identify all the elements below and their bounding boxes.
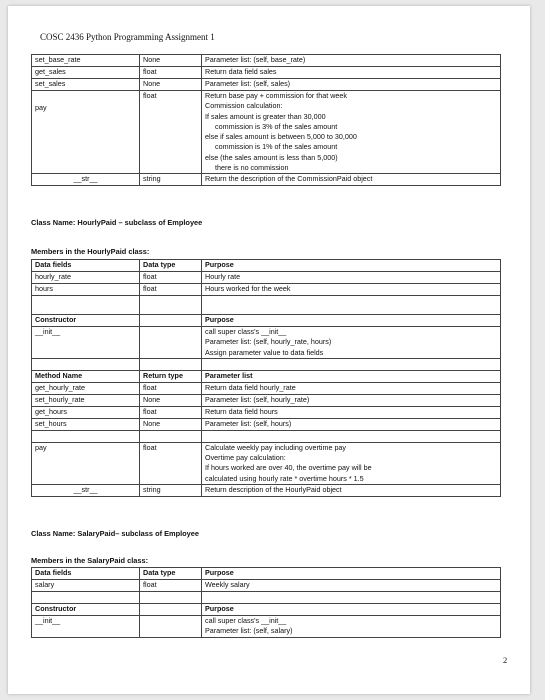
purpose-line: else (the sales amount is less than 5,000) [205,152,338,162]
table-row [32,382,501,394]
field-purpose: Hourly rate [202,272,501,284]
method-name: pay [32,91,140,174]
method-name: set_sales [32,79,140,91]
table-header-row [32,568,501,580]
table-row [32,91,501,174]
purpose: Return the description of the CommissionPaid object [202,174,501,186]
spacer-row [32,430,501,442]
method-name: set_hourly_rate [32,394,140,406]
constructor-name: __init__ [32,616,140,638]
table-header-row [32,260,501,272]
field-name: hourly_rate [32,272,140,284]
table-row [32,406,501,418]
purpose-line: Return base pay + commission for that week [205,91,348,100]
table-row [32,327,501,359]
purpose-line: commission is 3% of the sales amount [215,121,338,131]
purpose-line: If hours worked are over 40, the overtime pay will be [205,463,372,473]
hourly-class-title: Class Name: HourlyPaid – subclass of Employee [31,218,203,227]
return-type: float [140,406,202,418]
return-type: string [140,485,202,497]
purpose: Return data field hourly_rate [202,382,501,394]
column-header: Purpose [202,604,501,616]
method-name: __str__ [32,174,140,186]
table-row [32,418,501,430]
table-row [32,442,501,484]
purpose: Parameter list: (self, hours) [202,418,501,430]
purpose: Parameter list: (self, hourly_rate) [202,394,501,406]
table-header-row [32,370,501,382]
return-type: float [140,67,202,79]
table-row [32,79,501,91]
purpose: Return data field sales [202,67,501,79]
table-row [32,394,501,406]
purpose-line: call super class's __init__ [205,616,287,625]
commission-methods-block [31,54,500,186]
spacer-row [32,358,501,370]
purpose [202,442,501,484]
table-header-row [32,315,501,327]
purpose-line: commission is 1% of the sales amount [215,142,338,152]
return-type: float [140,382,202,394]
column-header: Constructor [32,315,140,327]
column-header: Parameter list [202,370,501,382]
return-type: None [140,418,202,430]
column-header: Method Name [32,370,140,382]
spacer-row [32,296,501,315]
field-type: float [140,272,202,284]
column-header: Data fields [32,260,140,272]
purpose-line: else if sales amount is between 5,000 to 30,000 [205,132,357,142]
table-row [32,174,501,186]
table-row [32,284,501,296]
column-header: Constructor [32,604,140,616]
salary-members-label: Members in the SalaryPaid class: [31,556,149,565]
return-type: None [140,55,202,67]
constructor-name: __init__ [32,327,140,359]
column-header: Data fields [32,568,140,580]
return-type: float [140,91,202,174]
purpose-line: calculated using hourly rate * overtime hours * 1.5 [205,473,364,483]
column-header: Purpose [202,315,501,327]
table-row [32,485,501,497]
method-name: get_sales [32,67,140,79]
purpose-line: Parameter list: (self, hourly_rate, hours) [205,337,332,347]
field-name: salary [32,580,140,592]
method-name: get_hours [32,406,140,418]
field-type: float [140,284,202,296]
field-type: float [140,580,202,592]
field-purpose: Hours worked for the week [202,284,501,296]
salary-fields-table [31,567,501,638]
method-name: pay [32,442,140,484]
column-header: Data type [140,568,202,580]
purpose-line: Overtime pay calculation: [205,453,286,463]
column-header: Purpose [202,260,501,272]
spacer-row [32,592,501,604]
field-purpose: Weekly salary [202,580,501,592]
salary-class-title: Class Name: SalaryPaid– subclass of Employee [31,529,200,538]
return-type: None [140,394,202,406]
table-row [32,67,501,79]
purpose: Return data field hours [202,406,501,418]
method-name: set_hours [32,418,140,430]
table-row [32,272,501,284]
table-row [32,580,501,592]
return-type: string [140,174,202,186]
method-name: __str__ [32,485,140,497]
hourly-fields-table [31,259,501,497]
hourly-fields-block [31,259,500,497]
purpose-line: Commission calculation: [205,101,283,111]
purpose-line: Assign parameter value to data fields [205,347,324,357]
return-type: float [140,442,202,484]
purpose-line: Parameter list: (self, salary) [205,626,293,636]
purpose: Return description of the HourlyPaid object [202,485,501,497]
hourly-members-label: Members in the HourlyPaid class: [31,247,150,256]
purpose-line: If sales amount is greater than 30,000 [205,111,326,121]
method-name: get_hourly_rate [32,382,140,394]
method-name: set_base_rate [32,55,140,67]
table-row [32,55,501,67]
salary-fields-block [31,567,500,638]
page-header: COSC 2436 Python Programming Assignment 1 [40,32,215,42]
commission-methods-table [31,54,501,186]
field-name: hours [32,284,140,296]
purpose: Parameter list: (self, base_rate) [202,55,501,67]
table-row [32,616,501,638]
purpose-line: there is no commission [215,163,289,173]
document-page [8,6,530,694]
return-type: None [140,79,202,91]
column-header: Purpose [202,568,501,580]
constructor-purpose [202,616,501,638]
purpose-line: Calculate weekly pay including overtime pay [205,442,347,452]
purpose: Parameter list: (self, sales) [202,79,501,91]
constructor-purpose [202,327,501,359]
column-header: Return type [140,370,202,382]
page-number: 2 [503,655,508,665]
purpose [202,91,501,174]
purpose-line: call super class's __init__ [205,327,287,336]
column-header: Data type [140,260,202,272]
table-header-row [32,604,501,616]
